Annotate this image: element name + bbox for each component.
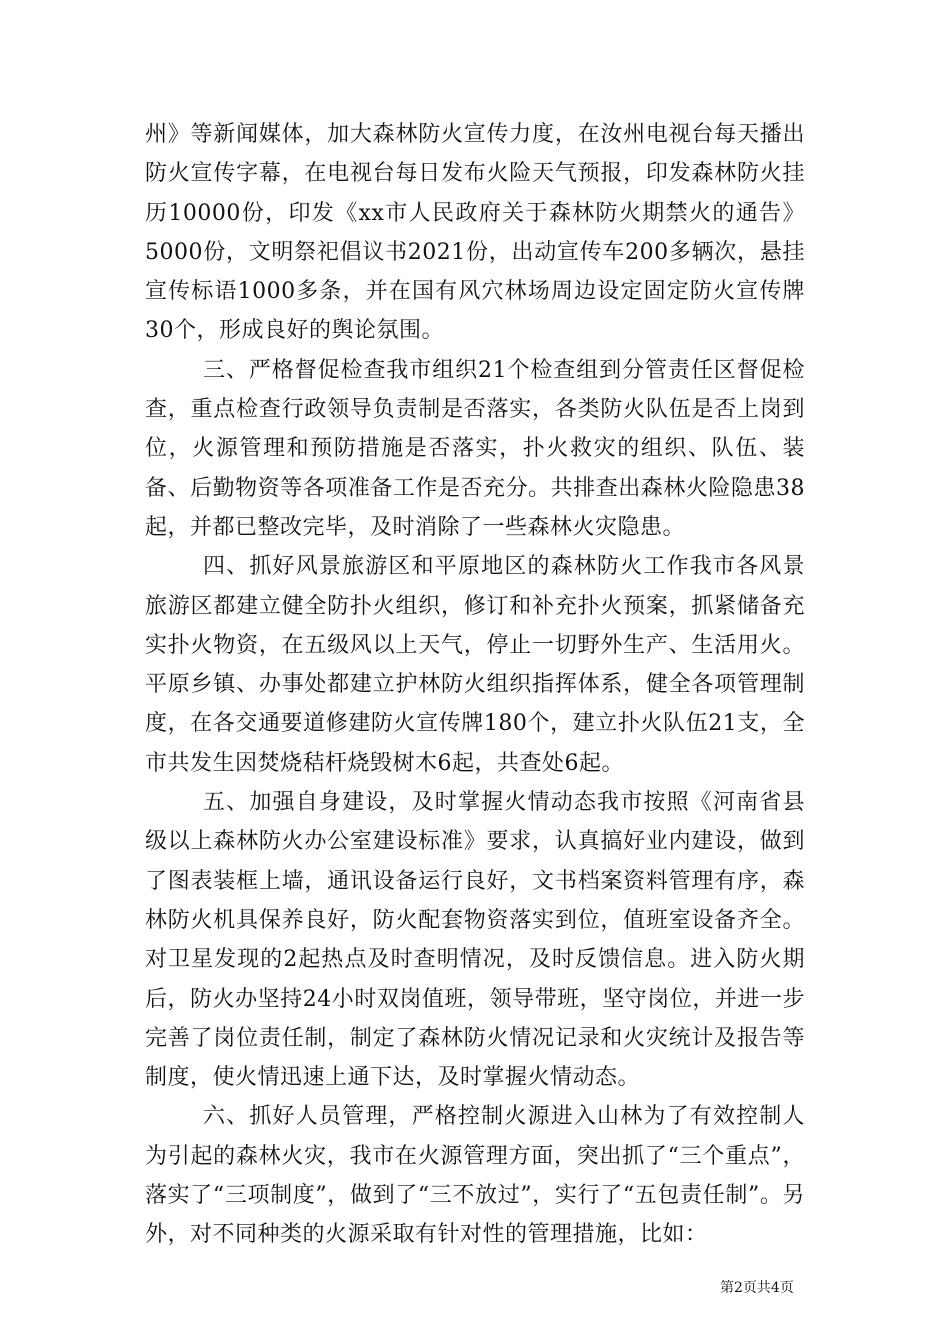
paragraph-4: 五、加强自身建设，及时掌握火情动态我市按照《河南省县级以上森林防火办公室建设标准》要求，认真搞好业内建设，做到了图表装框上墙，通讯设备运行良好，文书档案资料管理有序，森林防火机具保养良好，防火配套物资落实到位，值班室设备齐全。对卫星发现的2起热点及时查明情况，及时反馈信息。进入防火期后，防火办坚持24小时双岗值班，领导带班，坚守岗位，并进一步完善了岗位责任制，制定了森林防火情况记录和火灾统计及报告等制度，使火情迅速上通下达，及时掌握火情动态。 xyxy=(145,790,805,1091)
paragraph-5: 六、抓好人员管理，严格控制火源进入山林为了有效控制人为引起的森林火灾，我市在火源管理方面，突出抓了“三个重点”，落实了“三项制度”，做到了“三不放过”，实行了“五包责任制”。另外，对不同种类的火源采取有针对性的管理措施，比如： xyxy=(145,1104,805,1248)
document-body xyxy=(145,115,805,1255)
paragraph-2: 三、严格督促检查我市组织21个检查组到分管责任区督促检查，重点检查行政领导负责制是否落实，各类防火队伍是否上岗到位，火源管理和预防措施是否落实，扑火救灾的组织、队伍、装备、后勤物资等各项准备工作是否充分。共排查出森林火险隐患38起，并都已整改完毕，及时消除了一些森林火灾隐患。 xyxy=(145,357,805,540)
page-number-footer: 第2页共4页 xyxy=(720,1280,794,1296)
paragraph-3: 四、抓好风景旅游区和平原地区的森林防火工作我市各风景旅游区都建立健全防扑火组织，修订和补充扑火预案，抓紧储备充实扑火物资，在五级风以上天气，停止一切野外生产、生活用火。平原乡镇、办事处都建立护林防火组织指挥体系，健全各项管理制度，在各交通要道修建防火宣传牌180个，建立扑火队伍21支，全市共发生因焚烧秸杆烧毁树木6起，共查处6起。 xyxy=(145,554,805,776)
paragraph-1: 州》等新闻媒体，加大森林防火宣传力度，在汝州电视台每天播出防火宣传字幕，在电视台每日发布火险天气预报，印发森林防火挂历10000份，印发《xx市人民政府关于森林防火期禁火的通告》5000份，文明祭祀倡议书2021份，出动宣传车200多辆次，悬挂宣传标语1000多条，并在国有风穴林场周边设定固定防火宣传牌30个，形成良好的舆论氛围。 xyxy=(145,122,805,344)
